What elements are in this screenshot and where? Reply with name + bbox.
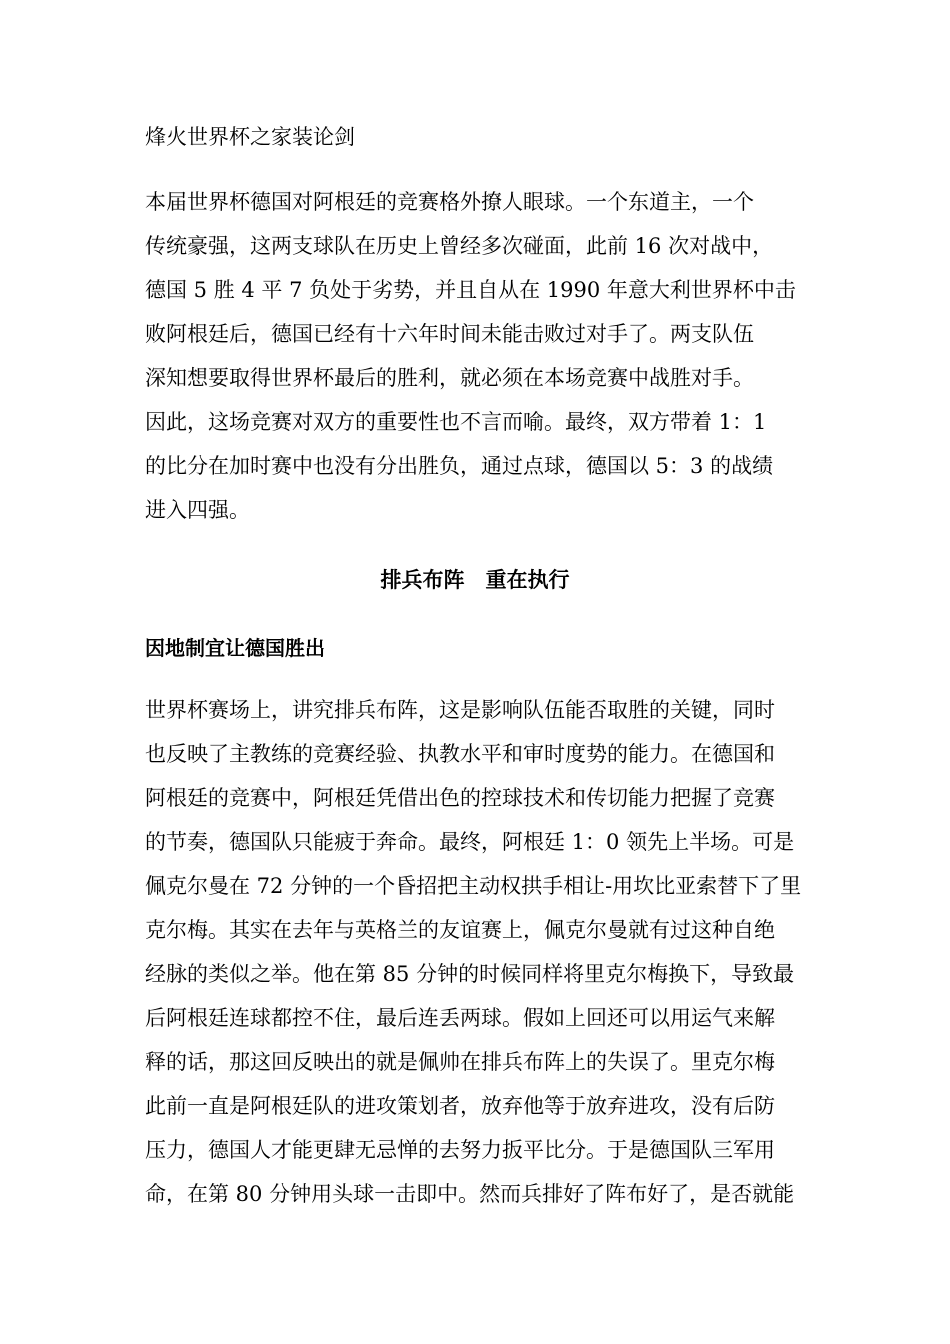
text-line: 压力，德国人才能更肆无忌惮的去努力扳平比分。于是德国队三军用 [145, 1138, 775, 1162]
text-line: 本届世界杯德国对阿根廷的竞赛格外撩人眼球。一个东道主，一个 [145, 190, 754, 214]
text-line: 阿根廷的竞赛中，阿根廷凭借出色的控球技术和传切能力把握了竞赛 [145, 786, 775, 810]
text-line: 败阿根廷后，德国已经有十六年时间未能击败过对手了。两支队伍 [145, 322, 754, 346]
text-line: 释的话，那这回反映出的就是佩帅在排兵布阵上的失误了。里克尔梅 [145, 1050, 775, 1074]
body-paragraph [145, 688, 805, 1216]
document-title: 烽火世界杯之家装论剑 [145, 125, 355, 149]
text-line: 德国 5 胜 4 平 7 负处于劣势，并且自从在 1990 年意大利世界杯中击 [145, 278, 796, 302]
text-line: 命，在第 80 分钟用头球一击即中。然而兵排好了阵布好了，是否就能 [145, 1182, 795, 1206]
text-line: 进入四强。 [145, 498, 250, 522]
text-line: 的节奏，德国队只能疲于奔命。最终，阿根廷 1：0 领先上半场。可是 [145, 830, 795, 854]
text-line: 深知想要取得世界杯最后的胜利，就必须在本场竞赛中战胜对手。 [145, 366, 754, 390]
sub-heading: 因地制宜让德国胜出 [145, 636, 325, 660]
text-line: 此前一直是阿根廷队的进攻策划者，放弃他等于放弃进攻，没有后防 [145, 1094, 775, 1118]
section-heading: 排兵布阵 重在执行 [380, 568, 570, 592]
intro-paragraph [145, 180, 805, 532]
text-line: 佩克尔曼在 72 分钟的一个昏招把主动权拱手相让-用坎比亚索替下了里 [145, 874, 802, 898]
text-line: 经脉的类似之举。他在第 85 分钟的时候同样将里克尔梅换下，导致最 [145, 962, 795, 986]
text-line: 传统豪强，这两支球队在历史上曾经多次碰面，此前 16 次对战中， [145, 234, 774, 258]
text-line: 世界杯赛场上，讲究排兵布阵，这是影响队伍能否取胜的关键，同时 [145, 698, 775, 722]
text-line: 克尔梅。其实在去年与英格兰的友谊赛上，佩克尔曼就有过这种自绝 [145, 918, 775, 942]
text-line: 的比分在加时赛中也没有分出胜负，通过点球，德国以 5：3 的战绩 [145, 454, 774, 478]
text-line: 因此，这场竞赛对双方的重要性也不言而喻。最终，双方带着 1：1 [145, 410, 767, 434]
text-line: 后阿根廷连球都控不住，最后连丢两球。假如上回还可以用运气来解 [145, 1006, 775, 1030]
text-line: 也反映了主教练的竞赛经验、执教水平和审时度势的能力。在德国和 [145, 742, 775, 766]
